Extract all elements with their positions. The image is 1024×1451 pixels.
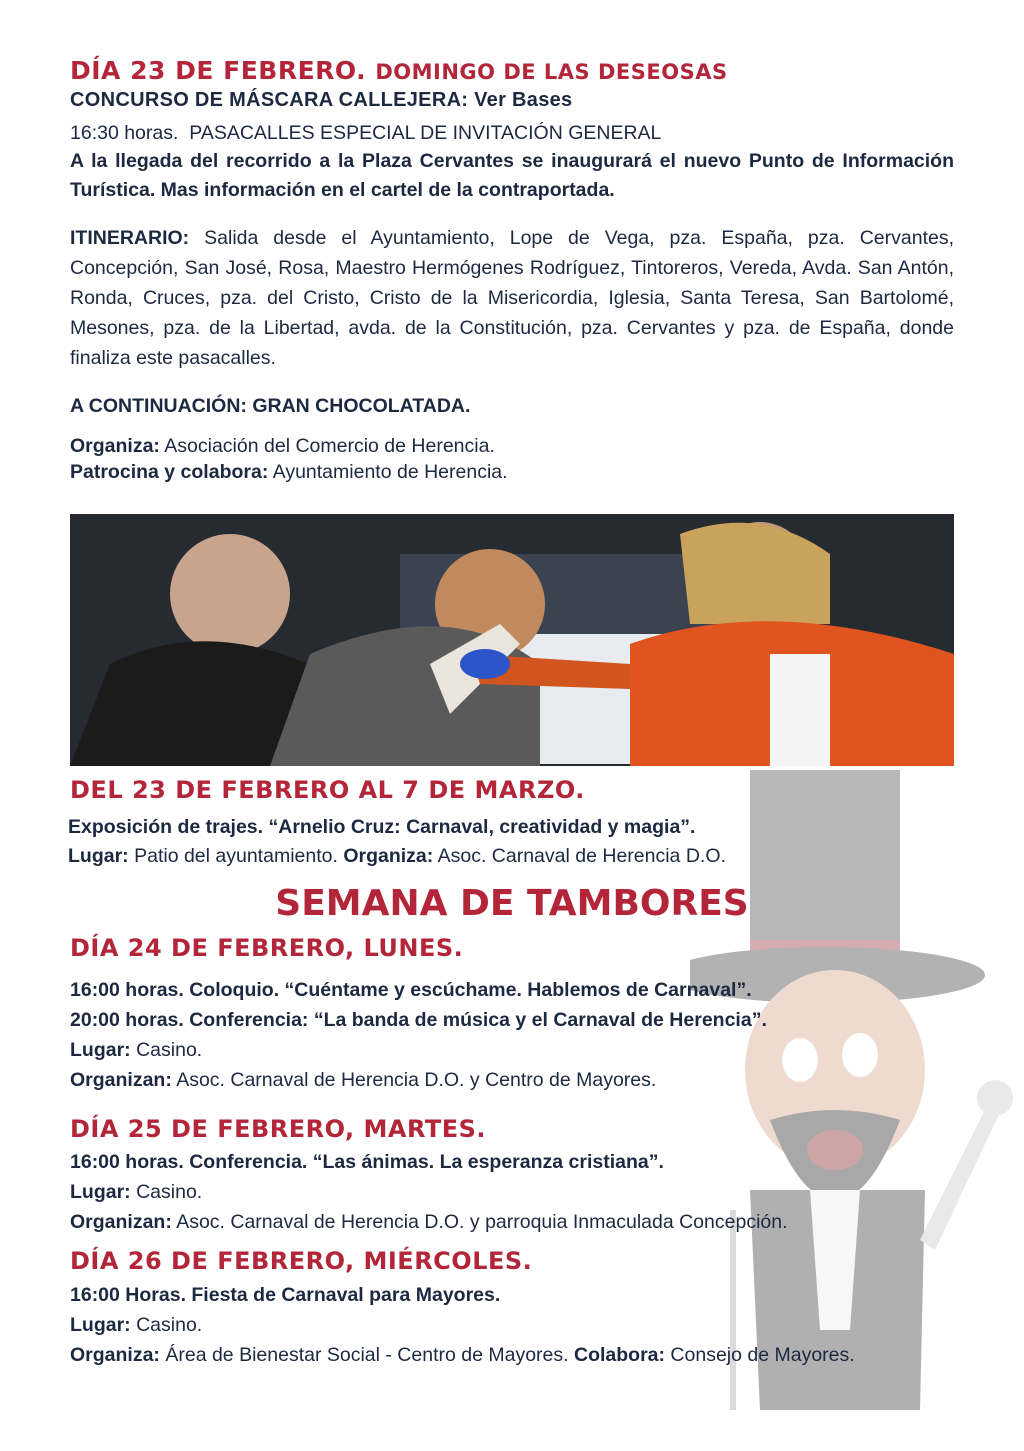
chocolatada-photo (70, 514, 954, 766)
exhibition-title: DEL 23 DE FEBRERO AL 7 DE MARZO. (70, 776, 585, 804)
day24-org: Organizan: Asoc. Carnaval de Herencia D.O. y Centro de Mayores. (70, 1068, 657, 1091)
day25-title: DÍA 25 DE FEBRERO, MARTES. (70, 1114, 487, 1143)
pasacalles-line: 16:30 horas. PASACALLES ESPECIAL DE INVITACIÓN GENERAL (70, 122, 662, 144)
day24-title: DÍA 24 DE FEBRERO, LUNES. (70, 933, 464, 962)
day25-line1: 16:00 horas. Conferencia. “Las ánimas. La esperanza cristiana”. (70, 1151, 664, 1174)
day26-title: DÍA 26 DE FEBRERO, MIÉRCOLES. (70, 1247, 533, 1276)
day24-lugar: Lugar: Casino. (70, 1038, 203, 1061)
day23-subtitle: DOMINGO DE LAS DESEOSAS (375, 60, 728, 84)
day24-line2: 20:00 horas. Conferencia: “La banda de música y el Carnaval de Herencia”. (70, 1008, 767, 1031)
day25-org: Organizan: Asoc. Carnaval de Herencia D.O. y parroquia Inmaculada Concepción. (70, 1211, 788, 1234)
arrival-text: A la llegada del recorrido a la Plaza Cervantes se inaugurará el nuevo Punto de Información Turística. Mas información en el cartel de la contraportada. (70, 150, 954, 201)
day26-org: Organiza: Área de Bienestar Social - Centro de Mayores. Colabora: Consejo de Mayores. (70, 1344, 855, 1367)
continuation-line: A CONTINUACIÓN: GRAN CHOCOLATADA. (70, 395, 471, 417)
day26-lugar: Lugar: Casino. (70, 1314, 203, 1337)
day26-line1: 16:00 Horas. Fiesta de Carnaval para Mayores. (70, 1284, 501, 1307)
chocolatada-photo-illustration (70, 514, 954, 766)
day23-title: DÍA 23 DE FEBRERO. DOMINGO DE LAS DESEOSAS (70, 56, 728, 85)
exhibition-lugar: Lugar: Patio del ayuntamiento. Organiza: Asoc. Carnaval de Herencia D.O. (68, 844, 726, 867)
patrocina-line: Patrocina y colabora: Ayuntamiento de Herencia. (70, 461, 508, 483)
day24-line1: 16:00 horas. Coloquio. “Cuéntame y escúchame. Hablemos de Carnaval”. (70, 978, 752, 1001)
week-title: SEMANA DE TAMBORES (275, 882, 749, 924)
day25-lugar: Lugar: Casino. (70, 1181, 203, 1204)
contest-line: CONCURSO DE MÁSCARA CALLEJERA: Ver Bases (70, 89, 573, 111)
itinerary: ITINERARIO: Salida desde el Ayuntamiento, Lope de Vega, pza. España, pza. Cervantes, Concepción, San José, Rosa, Maestro Hermógenes Rodríguez, Tintoreros, Vereda, Avda. San Antón, Ronda, Cruces, pza. del Cristo, Cristo de la Misericordia, Iglesia, Santa Teresa, San Bartolomé, Mesones, pza. de la Libertad, avda. de la Constitución, pza. Cervantes y pza. de España, donde finaliza este pasacalles. (70, 227, 954, 369)
organiza-line: Organiza: Asociación del Comercio de Herencia. (70, 435, 495, 457)
exhibition-line: Exposición de trajes. “Arnelio Cruz: Carnaval, creatividad y magia”. (68, 815, 696, 838)
